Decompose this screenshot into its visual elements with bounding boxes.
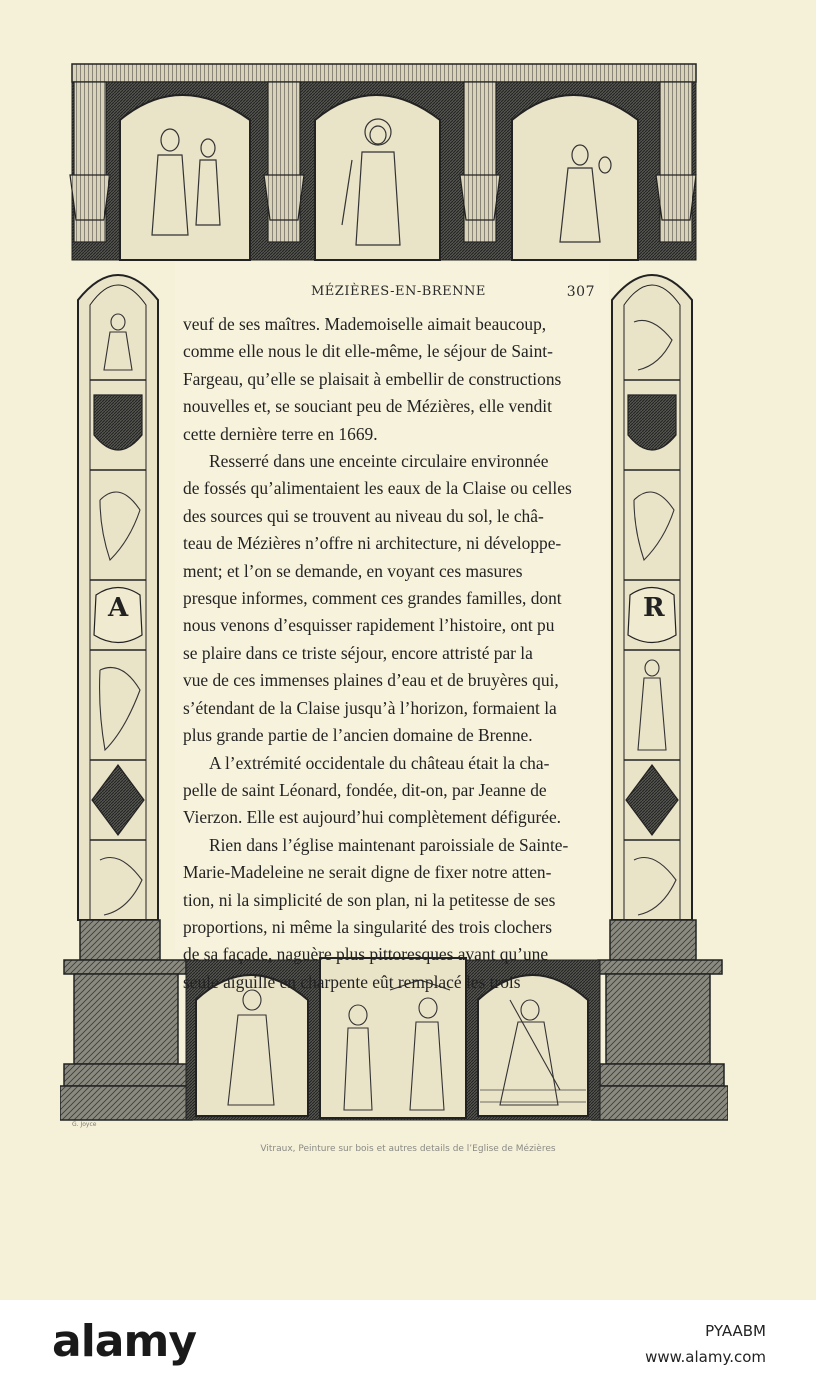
text-line: se plaire dans ce triste séjour, encore attristé par la <box>183 642 533 663</box>
text-line: Fargeau, qu’elle se plaisait à embellir de constructions <box>183 368 562 389</box>
engraver-signature: G. Joyce <box>72 1121 97 1128</box>
text-block <box>175 262 609 992</box>
text-line: seule aiguille en charpente eût remplacé les trois <box>183 971 521 992</box>
text-line: teau de Mézières n’offre ni architecture, ni développe- <box>183 533 562 554</box>
text-line: proportions, ni même la singularité des trois clochers <box>183 916 552 937</box>
text-line: ment; et l’on se demande, en voyant ces masures <box>183 560 523 581</box>
text-line: nous venons d’esquisser rapidement l’histoire, ont pu <box>183 615 555 636</box>
top-arch-panels <box>120 95 638 260</box>
text-line: vue de ces immenses plaines d’eau et de bruyères qui, <box>183 670 559 691</box>
text-line: nouvelles et, se souciant peu de Mézières, elle vendit <box>183 396 552 417</box>
text-line: veuf de ses maîtres. Mademoiselle aimait beaucoup, <box>183 314 547 334</box>
page-number: 307 <box>566 284 595 300</box>
text-line: Marie-Madeleine ne serait digne de fixer notre atten- <box>183 862 552 883</box>
text-line: tion, ni la simplicité de son plan, ni la petitesse de ses <box>183 889 556 910</box>
text-line: pelle de saint Léonard, fondée, dit-on, par Jeanne de <box>183 779 547 800</box>
right-panel-letter: R <box>643 593 665 623</box>
text-line: s’étendant de la Claise jusqu’à l’horizon, formaient la <box>183 697 557 718</box>
image-id: PYAABM <box>705 1322 766 1340</box>
text-line: de fossés qu’alimentaient les eaux de la Claise ou celles <box>183 478 572 499</box>
text-line: Resserré dans une enceinte circulaire environnée <box>209 451 549 472</box>
text-line: comme elle nous le dit elle-même, le séjour de Saint- <box>183 341 553 362</box>
text-line: A l’extrémité occidentale du château était la cha- <box>209 752 550 773</box>
watermark-url: www.alamy.com <box>645 1348 766 1366</box>
text-line: Rien dans l’église maintenant paroissiale de Sainte- <box>209 834 569 855</box>
text-line: Vierzon. Elle est aujourd’hui complètement défigurée. <box>183 807 562 828</box>
text-line: des sources qui se trouvent au niveau du sol, le châ- <box>183 505 544 526</box>
alamy-logo: alamy <box>52 1316 196 1367</box>
illustration-caption: Vitraux, Peinture sur bois et autres details de l’Eglise de Mézières <box>260 1144 556 1154</box>
running-head-title: MÉZIÈRES-EN-BRENNE <box>311 284 486 299</box>
body-text <box>183 311 597 996</box>
text-line: cette dernière terre en 1669. <box>183 423 378 444</box>
left-panel-letter: A <box>108 593 129 623</box>
text-line: presque informes, comment ces grandes familles, dont <box>183 588 562 609</box>
text-line: de sa façade, naguère plus pittoresques avant qu’une <box>183 944 549 965</box>
text-line: plus grande partie de l’ancien domaine de Brenne. <box>183 725 533 746</box>
